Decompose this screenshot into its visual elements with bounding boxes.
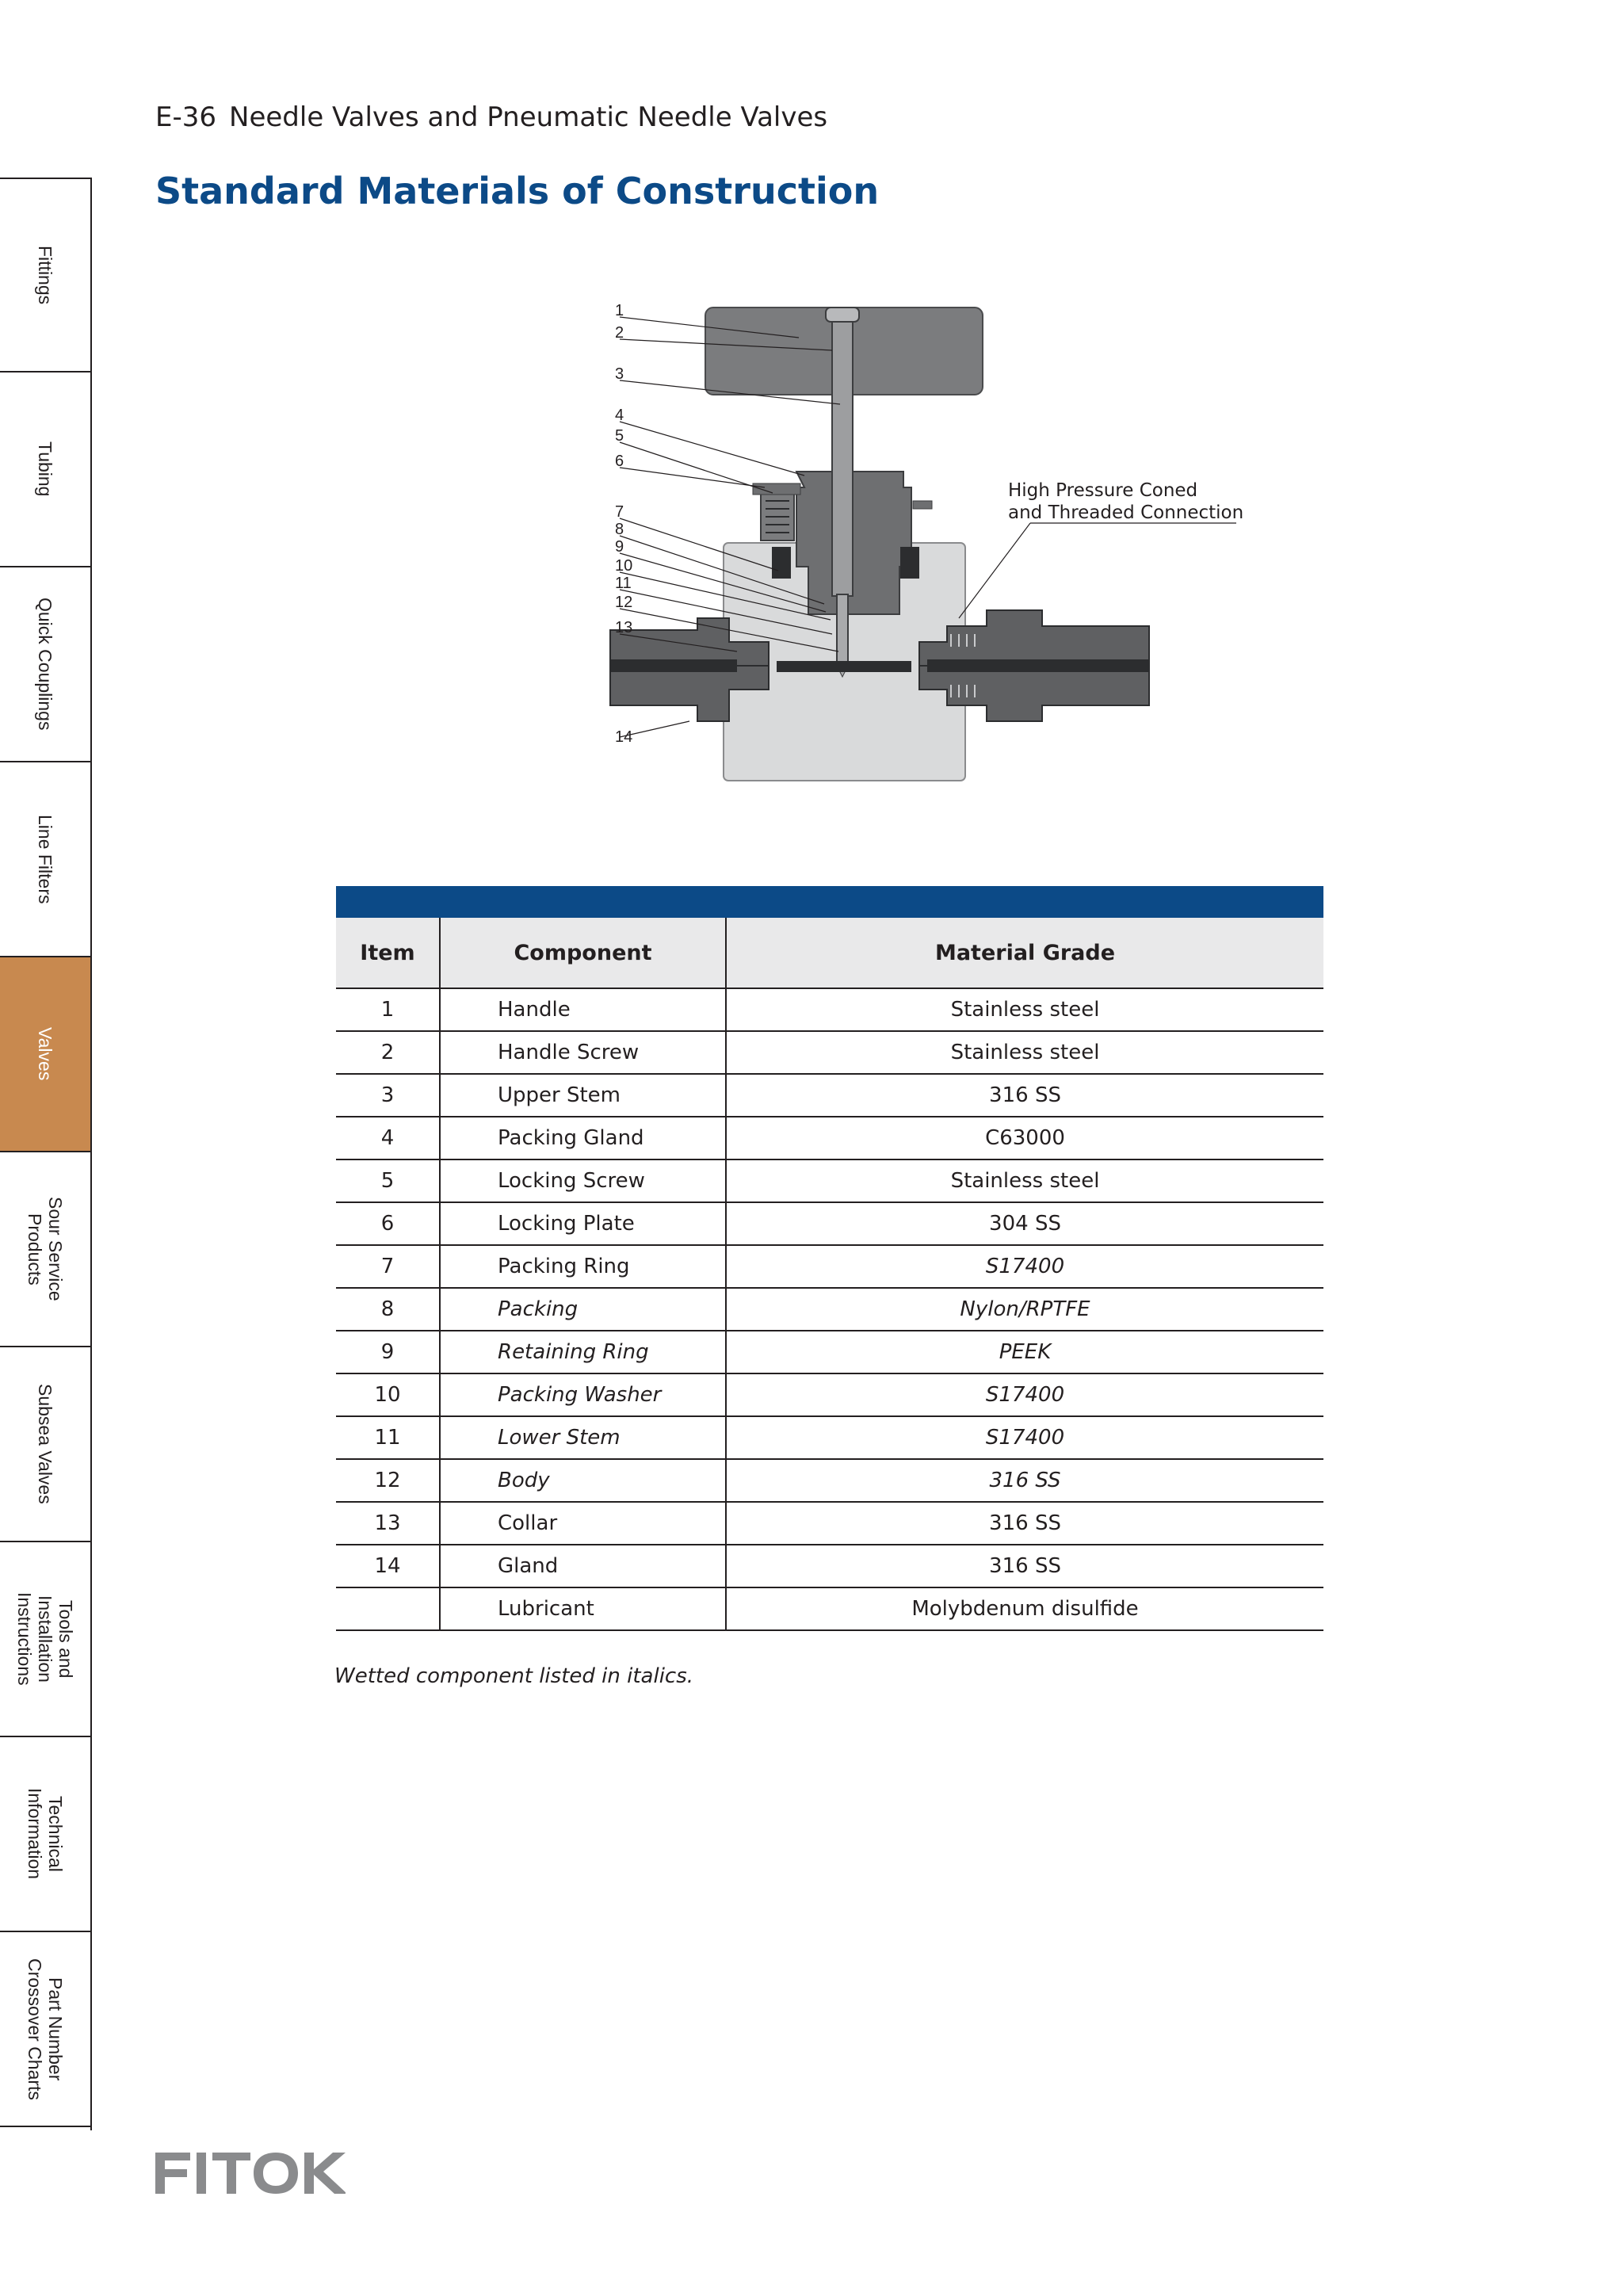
tab-subsea-valves[interactable] [0, 1347, 90, 1542]
cell-item: 9 [336, 1331, 440, 1373]
cell-component: Collar [440, 1502, 726, 1545]
callout-1: 1 [615, 302, 624, 319]
cell-item: 6 [336, 1202, 440, 1245]
callout-4: 4 [615, 407, 624, 424]
tab-fittings[interactable] [0, 178, 90, 372]
running-header [155, 101, 827, 133]
cell-component: Body [440, 1459, 726, 1502]
cell-material: Stainless steel [726, 1159, 1323, 1202]
cell-item: 10 [336, 1373, 440, 1416]
tab-tubing[interactable] [0, 372, 90, 567]
tab-part-number-crossover[interactable] [0, 1932, 90, 2127]
page-number: E-36 [155, 101, 217, 133]
callout-6: 6 [615, 453, 624, 470]
cell-material: Molybdenum disulfide [726, 1587, 1323, 1630]
wetted-note: Wetted component listed in italics. [334, 1664, 694, 1688]
section-title: Needle Valves and Pneumatic Needle Valves [229, 101, 828, 133]
cell-item: 8 [336, 1288, 440, 1331]
cell-component: Locking Plate [440, 1202, 726, 1245]
callout-5: 5 [615, 427, 624, 445]
tab-label: Tubing [35, 441, 55, 497]
table-row [336, 1331, 1323, 1373]
table-row [336, 1159, 1323, 1202]
header-material: Material Grade [726, 918, 1323, 988]
cell-component: Retaining Ring [440, 1331, 726, 1373]
tab-label: Technical Information [25, 1788, 66, 1880]
cell-material: 316 SS [726, 1074, 1323, 1117]
callout-10: 10 [615, 557, 633, 575]
cell-component: Lubricant [440, 1587, 726, 1630]
page-title: Standard Materials of Construction [155, 170, 880, 212]
cell-component: Upper Stem [440, 1074, 726, 1117]
connection-note-line-2: and Threaded Connection [1008, 502, 1244, 523]
materials-table [336, 886, 1323, 1631]
cell-item [336, 1587, 440, 1630]
tab-quick-couplings[interactable] [0, 567, 90, 762]
bonnet-shape [796, 472, 911, 614]
tab-valves[interactable] [0, 957, 90, 1152]
cell-material: Stainless steel [726, 988, 1323, 1031]
callout-12: 12 [615, 594, 633, 611]
cell-component: Handle Screw [440, 1031, 726, 1074]
cell-item: 1 [336, 988, 440, 1031]
cell-component: Handle [440, 988, 726, 1031]
cell-component: Packing Ring [440, 1245, 726, 1288]
callout-3: 3 [615, 365, 624, 383]
cell-material: Stainless steel [726, 1031, 1323, 1074]
cell-material: S17400 [726, 1373, 1323, 1416]
tab-label: Fittings [35, 245, 55, 305]
table-header-band [336, 886, 1323, 918]
header-component: Component [440, 918, 726, 988]
cell-material: 316 SS [726, 1459, 1323, 1502]
cell-item: 13 [336, 1502, 440, 1545]
tab-label: Valves [35, 1027, 55, 1081]
table-body [336, 988, 1323, 1630]
fitok-logo [155, 2153, 346, 2194]
cell-material: S17400 [726, 1245, 1323, 1288]
cell-item: 3 [336, 1074, 440, 1117]
table-row [336, 1373, 1323, 1416]
table-row [336, 1416, 1323, 1459]
cell-material: Nylon/RPTFE [726, 1288, 1323, 1331]
valve-cross-section-diagram [602, 293, 1268, 785]
callout-11: 11 [615, 575, 632, 592]
cell-material: S17400 [726, 1416, 1323, 1459]
table-header-row [336, 918, 1323, 988]
tab-line-filters[interactable] [0, 762, 90, 957]
cell-component: Packing [440, 1288, 726, 1331]
cell-component: Locking Screw [440, 1159, 726, 1202]
tab-tools-installation[interactable] [0, 1542, 90, 1737]
cell-material: 316 SS [726, 1545, 1323, 1587]
tab-label: Subsea Valves [35, 1384, 55, 1504]
cell-material: 304 SS [726, 1202, 1323, 1245]
callout-8: 8 [615, 521, 624, 538]
callout-13: 13 [615, 619, 633, 636]
tab-label: Sour Service Products [25, 1197, 66, 1301]
callout-2: 2 [615, 324, 624, 342]
cell-material: PEEK [726, 1331, 1323, 1373]
tab-label: Quick Couplings [35, 598, 55, 731]
tab-sour-service-products[interactable] [0, 1152, 90, 1347]
cell-item: 12 [336, 1459, 440, 1502]
table-row [336, 1117, 1323, 1159]
cell-material: 316 SS [726, 1502, 1323, 1545]
callout-14: 14 [615, 728, 633, 746]
stem-shape [832, 311, 853, 596]
cell-item: 2 [336, 1031, 440, 1074]
table-row [336, 1202, 1323, 1245]
callout-9: 9 [615, 538, 624, 556]
connection-note-line-1: High Pressure Coned [1008, 480, 1198, 501]
cell-component: Gland [440, 1545, 726, 1587]
cell-component: Packing Gland [440, 1117, 726, 1159]
tab-label: Part Number Crossover Charts [25, 1958, 66, 2100]
table-row [336, 1545, 1323, 1587]
table-row [336, 1587, 1323, 1630]
table-row [336, 1459, 1323, 1502]
tab-label: Tools and Installation Instructions [14, 1592, 76, 1686]
cell-item: 14 [336, 1545, 440, 1587]
tab-technical-information[interactable] [0, 1737, 90, 1932]
cell-material: C63000 [726, 1117, 1323, 1159]
callout-7: 7 [615, 503, 624, 521]
tab-label: Line Filters [35, 814, 55, 904]
table-row [336, 1502, 1323, 1545]
cell-item: 5 [336, 1159, 440, 1202]
cell-component: Packing Washer [440, 1373, 726, 1416]
table-row [336, 988, 1323, 1031]
header-item: Item [336, 918, 440, 988]
cell-component: Lower Stem [440, 1416, 726, 1459]
cell-item: 4 [336, 1117, 440, 1159]
table-row [336, 1074, 1323, 1117]
table-row [336, 1288, 1323, 1331]
table-row [336, 1031, 1323, 1074]
section-tabs [0, 178, 92, 2130]
cell-item: 11 [336, 1416, 440, 1459]
cell-item: 7 [336, 1245, 440, 1288]
table-row [336, 1245, 1323, 1288]
